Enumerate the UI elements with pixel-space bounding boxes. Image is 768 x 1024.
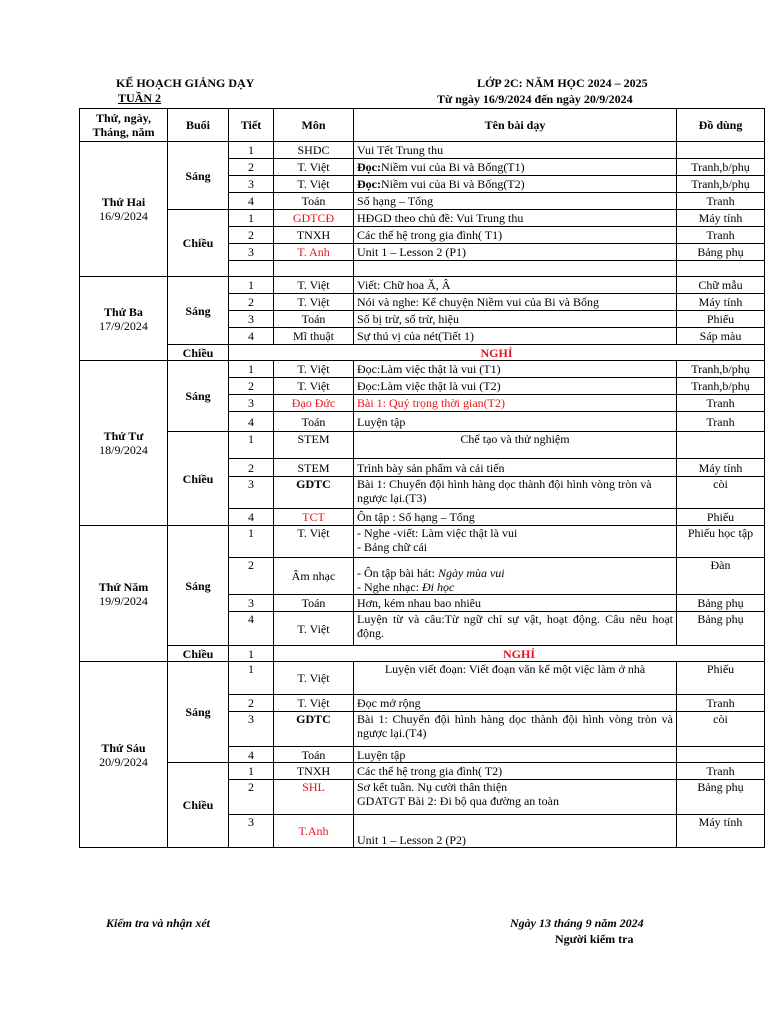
period-cell: 1 (229, 277, 274, 294)
lesson-cell: Unit 1 – Lesson 2 (P2) (354, 815, 677, 848)
materials-cell (677, 747, 765, 763)
lesson-line: - Bảng chữ cái (357, 540, 428, 554)
period-cell: 3 (229, 815, 274, 848)
table-row (80, 432, 765, 459)
session-cell: Chiều (168, 432, 229, 526)
subject-cell: T. Việt (274, 526, 354, 558)
materials-cell: Bảng phụ (677, 780, 765, 815)
lesson-cell: Luyện tập (354, 412, 677, 432)
lesson-line (357, 580, 673, 594)
session-cell: Sáng (168, 526, 229, 646)
subject-cell: T. Việt (274, 294, 354, 311)
table-row (80, 763, 765, 780)
period-cell: 1 (229, 210, 274, 227)
day-cell (80, 277, 168, 361)
song-title: Đi học (421, 580, 455, 594)
header-row (80, 109, 765, 142)
period-cell: 1 (229, 142, 274, 159)
day-date: 19/9/2024 (99, 593, 148, 608)
period-cell: 1 (229, 662, 274, 695)
period-cell: 1 (229, 526, 274, 558)
materials-cell: Tranh (677, 395, 765, 412)
materials-cell: Sáp màu (677, 328, 765, 345)
period-cell: 2 (229, 227, 274, 244)
materials-cell: Phiếu (677, 311, 765, 328)
materials-cell: Tranh (677, 763, 765, 780)
period-cell: 4 (229, 193, 274, 210)
period-cell: 4 (229, 747, 274, 763)
subject-cell: SHL (274, 780, 354, 815)
sign-date: Ngày 13 tháng 9 năm 2024 (510, 916, 644, 930)
session-cell: Sáng (168, 277, 229, 345)
session-cell: Chiều (168, 210, 229, 277)
day-date: 16/9/2024 (99, 209, 148, 223)
day-cell (80, 361, 168, 526)
materials-cell: Tranh,b/phụ (677, 176, 765, 193)
materials-cell: Máy tính (677, 459, 765, 477)
lesson-cell: Các thế hệ trong gia đình( T2) (354, 763, 677, 780)
table-row (80, 361, 765, 378)
period-cell: 4 (229, 612, 274, 646)
teaching-plan-table (79, 108, 765, 848)
materials-cell: Tranh (677, 695, 765, 712)
day-date: 20/9/2024 (99, 754, 148, 769)
period-cell: 3 (229, 244, 274, 261)
subject-cell: T. Việt (274, 176, 354, 193)
lesson-cell: Bài 1: Quý trọng thời gian(T2) (354, 395, 677, 412)
col-lesson: Tên bài dạy (354, 109, 677, 142)
lesson-cell (354, 558, 677, 595)
lesson-cell (354, 526, 677, 558)
lesson-cell: HĐGD theo chủ đề: Vui Trung thu (354, 210, 677, 227)
period-cell: 4 (229, 412, 274, 432)
table-row (80, 662, 765, 695)
materials-cell: Máy tính (677, 210, 765, 227)
subject-cell: T.Anh (274, 815, 354, 848)
lesson-cell (354, 780, 677, 815)
plan-title: KẾ HOẠCH GIẢNG DẠY (116, 76, 255, 90)
materials-cell: Phiếu học tập (677, 526, 765, 558)
period-cell: 3 (229, 311, 274, 328)
session-cell: Chiều (168, 345, 229, 361)
table-row (80, 142, 765, 159)
table-row (80, 646, 765, 662)
materials-cell: Bảng phụ (677, 612, 765, 646)
subject-cell: T. Việt (274, 361, 354, 378)
lesson-line: Sơ kết tuần. Nụ cười thân thiện (357, 780, 508, 794)
subject-cell: GDTC (274, 477, 354, 509)
day-cell (80, 662, 168, 848)
day-name: Thứ Năm (98, 579, 149, 594)
period-cell: 1 (229, 646, 274, 662)
lesson-cell: Đọc:Làm việc thật là vui (T1) (354, 361, 677, 378)
lesson-cell: Unit 1 – Lesson 2 (P1) (354, 244, 677, 261)
lesson-cell: Số hạng – Tổng (354, 193, 677, 210)
subject-cell: TNXH (274, 763, 354, 780)
subject-cell: Toán (274, 412, 354, 432)
lesson-prefix: Đọc: (357, 177, 381, 191)
session-cell: Sáng (168, 142, 229, 210)
col-materials: Đồ dùng (677, 109, 765, 142)
day-cell (80, 526, 168, 662)
lesson-text: Niềm vui của Bi và Bống(T1) (381, 160, 525, 174)
lesson-cell: Số bị trừ, số trừ, hiệu (354, 311, 677, 328)
period-cell: 3 (229, 712, 274, 747)
materials-cell (677, 142, 765, 159)
materials-cell: Tranh,b/phụ (677, 361, 765, 378)
session-cell: Chiều (168, 646, 229, 662)
lesson-cell: Luyện từ và câu:Từ ngữ chỉ sự vật, hoạt động. Câu nêu hoạt động. (354, 612, 677, 646)
col-day: Thứ, ngày, Tháng, năm (80, 109, 168, 142)
period-cell: 3 (229, 395, 274, 412)
session-cell: Chiều (168, 763, 229, 848)
subject-cell: STEM (274, 432, 354, 459)
materials-cell: Bảng phụ (677, 595, 765, 612)
materials-cell: Máy tính (677, 815, 765, 848)
materials-cell: Tranh (677, 412, 765, 432)
subject-cell: TCT (274, 509, 354, 526)
subject-cell: T. Việt (274, 695, 354, 712)
table-row (80, 526, 765, 558)
lesson-cell: Ôn tập : Số hạng – Tổng (354, 509, 677, 526)
subject-cell: T. Anh (274, 244, 354, 261)
col-session: Buổi (168, 109, 229, 142)
materials-cell: còi (677, 477, 765, 509)
lesson-line: GDATGT Bài 2: Đi bộ qua đường an toàn (357, 794, 559, 808)
subject-cell: T. Việt (274, 159, 354, 176)
lesson-line (357, 566, 673, 580)
materials-cell: Tranh (677, 227, 765, 244)
lesson-text: - Ôn tập bài hát: (357, 566, 438, 580)
subject-cell: STEM (274, 459, 354, 477)
subject-cell: T. Việt (274, 662, 354, 695)
materials-cell: Chữ mẫu (677, 277, 765, 294)
off-label: NGHỈ (274, 646, 765, 662)
subject-cell: Âm nhạc (274, 558, 354, 595)
day-name: Thứ Ba (104, 304, 143, 319)
lesson-text: - Nghe nhạc: (357, 580, 422, 594)
subject-cell: Toán (274, 311, 354, 328)
period-cell: 2 (229, 780, 274, 815)
lesson-cell: Bài 1: Chuyển đội hình hàng dọc thành đội hình vòng tròn và ngược lại.(T4) (354, 712, 677, 747)
subject-cell: Toán (274, 193, 354, 210)
col-period: Tiết (229, 109, 274, 142)
date-range: Từ ngày 16/9/2024 đến ngày 20/9/2024 (437, 92, 633, 106)
lesson-cell: Hơn, kém nhau bao nhiêu (354, 595, 677, 612)
materials-cell: Tranh (677, 193, 765, 210)
class-year: LỚP 2C: NĂM HỌC 2024 – 2025 (477, 76, 648, 90)
subject-cell: Mĩ thuật (274, 328, 354, 345)
subject-cell: T. Việt (274, 612, 354, 646)
period-cell: 3 (229, 176, 274, 193)
review-label: Kiểm tra và nhận xét (106, 916, 211, 930)
subject-cell: T. Việt (274, 277, 354, 294)
subject-cell: TNXH (274, 227, 354, 244)
subject-cell: SHDC (274, 142, 354, 159)
table-row (80, 210, 765, 227)
day-name: Thứ Sáu (101, 740, 146, 755)
day-name: Thứ Hai (101, 195, 146, 209)
session-cell: Sáng (168, 361, 229, 432)
materials-cell: Đàn (677, 558, 765, 595)
reviewer-label: Người kiểm tra (555, 932, 634, 946)
period-cell: 3 (229, 477, 274, 509)
lesson-cell (354, 176, 677, 193)
lesson-cell: Nói và nghe: Kể chuyện Niềm vui của Bi và Bống (354, 294, 677, 311)
subject-cell: Toán (274, 595, 354, 612)
lesson-cell: Sự thú vị của nét(Tiết 1) (354, 328, 677, 345)
period-cell: 4 (229, 509, 274, 526)
lesson-cell: Vui Tết Trung thu (354, 142, 677, 159)
lesson-cell: Đọc:Làm việc thật là vui (T2) (354, 378, 677, 395)
lesson-prefix: Đọc: (357, 160, 381, 174)
lesson-cell: Bài 1: Chuyển đội hình hàng dọc thành đội hình vòng tròn và ngược lại.(T3) (354, 477, 677, 509)
materials-cell: Tranh,b/phụ (677, 159, 765, 176)
period-cell: 4 (229, 328, 274, 345)
materials-cell: Phiếu (677, 662, 765, 695)
subject-cell: Toán (274, 747, 354, 763)
day-date: 18/9/2024 (99, 443, 148, 457)
lesson-cell: Trình bày sản phẩm và cải tiến (354, 459, 677, 477)
lesson-cell: Luyện viết đoạn: Viết đoạn văn kể một việc làm ở nhà (354, 662, 677, 695)
period-cell: 2 (229, 294, 274, 311)
lesson-cell: Các thế hệ trong gia đình( T1) (354, 227, 677, 244)
lesson-line: - Nghe -viết: Làm việc thật là vui (357, 526, 518, 540)
materials-cell: Bảng phụ (677, 244, 765, 261)
period-cell: 2 (229, 159, 274, 176)
subject-cell: T. Việt (274, 378, 354, 395)
period-cell: 1 (229, 432, 274, 459)
period-cell: 1 (229, 361, 274, 378)
subject-cell: GDTC (274, 712, 354, 747)
subject-cell: GDTCĐ (274, 210, 354, 227)
lesson-text: Niềm vui của Bi và Bống(T2) (381, 177, 525, 191)
table-row (80, 345, 765, 361)
day-cell (80, 142, 168, 277)
materials-cell: Tranh,b/phụ (677, 378, 765, 395)
week-label: TUẦN 2 (118, 91, 162, 105)
period-cell: 2 (229, 378, 274, 395)
lesson-cell (354, 159, 677, 176)
song-title: Ngày mùa vui (437, 566, 505, 580)
period-cell: 1 (229, 763, 274, 780)
period-cell: 2 (229, 459, 274, 477)
session-cell: Sáng (168, 662, 229, 763)
day-name: Thứ Tư (103, 429, 144, 443)
lesson-cell: Luyện tập (354, 747, 677, 763)
lesson-cell: Viết: Chữ hoa Ă, Â (354, 277, 677, 294)
period-cell: 2 (229, 695, 274, 712)
off-label: NGHỈ (229, 345, 765, 361)
lesson-cell: Chế tạo và thử nghiệm (354, 432, 677, 459)
materials-cell (677, 432, 765, 459)
day-date: 17/9/2024 (99, 318, 148, 333)
table-row (80, 277, 765, 294)
subject-cell: Đạo Đức (274, 395, 354, 412)
period-cell: 3 (229, 595, 274, 612)
col-subject: Môn (274, 109, 354, 142)
materials-cell: Máy tính (677, 294, 765, 311)
lesson-cell: Đọc mở rộng (354, 695, 677, 712)
materials-cell: Phiếu (677, 509, 765, 526)
materials-cell: còi (677, 712, 765, 747)
period-cell: 2 (229, 558, 274, 595)
